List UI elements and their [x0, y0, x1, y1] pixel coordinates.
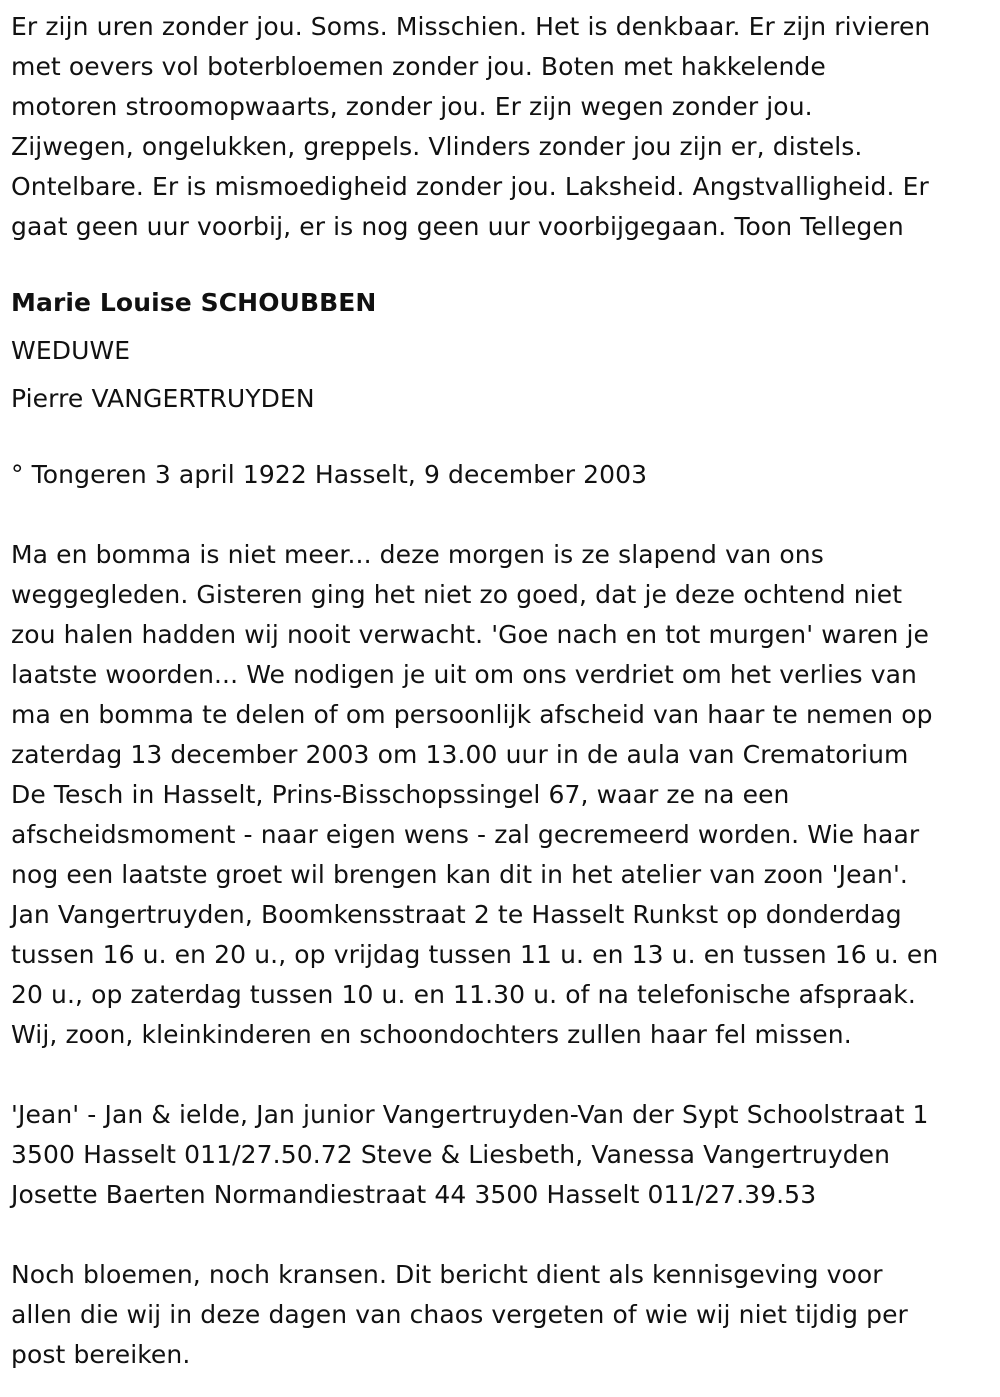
poem-line: Er zijn uren zonder jou. Soms. Misschien. Het is denkbaar. Er zijn rivieren [11, 12, 931, 41]
announcement-line: Wij, zoon, kleinkinderen en schoondochters zullen haar fel missen. [11, 1020, 852, 1049]
announcement-line: De Tesch in Hasselt, Prins-Bisschopssingel 67, waar ze na een [11, 780, 790, 809]
announcement-line: 20 u., op zaterdag tussen 10 u. en 11.30 u. of na telefonische afspraak. [11, 980, 916, 1009]
closing-line: post bereiken. [11, 1340, 191, 1369]
family-line: 'Jean' - Jan & ielde, Jan junior Vangertruyden-Van der Sypt Schoolstraat 1 [11, 1100, 929, 1129]
spacer [11, 1055, 989, 1095]
announcement-line: laatste woorden... We nodigen je uit om ons verdriet om het verlies van [11, 660, 917, 689]
poem-block [11, 7, 989, 247]
poem-line: Zijwegen, ongelukken, greppels. Vlinders zonder jou zijn er, distels. [11, 132, 863, 161]
birth-death-dates: ° Tongeren 3 april 1922 Hasselt, 9 december 2003 [11, 460, 648, 489]
announcement-line: tussen 16 u. en 20 u., op vrijdag tussen 11 u. en 13 u. en tussen 16 u. en [11, 940, 939, 969]
announcement-line: weggegleden. Gisteren ging het niet zo goed, dat je deze ochtend niet [11, 580, 903, 609]
deceased-name: Marie Louise SCHOUBBEN [11, 288, 377, 317]
spacer [11, 495, 989, 535]
deceased-block [11, 279, 989, 423]
poem-line: met oevers vol boterbloemen zonder jou. Boten met hakkelende [11, 52, 826, 81]
spouse-name: Pierre VANGERTRUYDEN [11, 384, 315, 413]
announcement-line: Jan Vangertruyden, Boomkensstraat 2 te Hasselt Runkst op donderdag [11, 900, 902, 929]
family-line: 3500 Hasselt 011/27.50.72 Steve & Liesbeth, Vanessa Vangertruyden [11, 1140, 891, 1169]
announcement-line: zou halen hadden wij nooit verwacht. 'Goe nach en tot murgen' waren je [11, 620, 930, 649]
spacer [11, 1215, 989, 1255]
announcement-line: afscheidsmoment - naar eigen wens - zal gecremeerd worden. Wie haar [11, 820, 920, 849]
poem-line: Ontelbare. Er is mismoedigheid zonder jou. Laksheid. Angstvalligheid. Er [11, 172, 929, 201]
closing-line: allen die wij in deze dagen van chaos vergeten of wie wij niet tijdig per [11, 1300, 908, 1329]
poem-line: gaat geen uur voorbij, er is nog geen uur voorbijgegaan. Toon Tellegen [11, 212, 904, 241]
spacer [11, 247, 989, 279]
family-block [11, 1095, 989, 1215]
announcement-line: ma en bomma te delen of om persoonlijk afscheid van haar te nemen op [11, 700, 933, 729]
marital-status: WEDUWE [11, 336, 131, 365]
spacer [11, 423, 989, 455]
announcement-block [11, 535, 989, 1055]
dates-block [11, 455, 989, 495]
announcement-line: zaterdag 13 december 2003 om 13.00 uur in de aula van Crematorium [11, 740, 909, 769]
family-line: Josette Baerten Normandiestraat 44 3500 Hasselt 011/27.39.53 [11, 1180, 817, 1209]
closing-line: Noch bloemen, noch kransen. Dit bericht dient als kennisgeving voor [11, 1260, 883, 1289]
closing-block [11, 1255, 989, 1375]
announcement-line: Ma en bomma is niet meer... deze morgen is ze slapend van ons [11, 540, 824, 569]
poem-line: motoren stroomopwaarts, zonder jou. Er zijn wegen zonder jou. [11, 92, 813, 121]
announcement-line: nog een laatste groet wil brengen kan dit in het atelier van zoon 'Jean'. [11, 860, 908, 889]
